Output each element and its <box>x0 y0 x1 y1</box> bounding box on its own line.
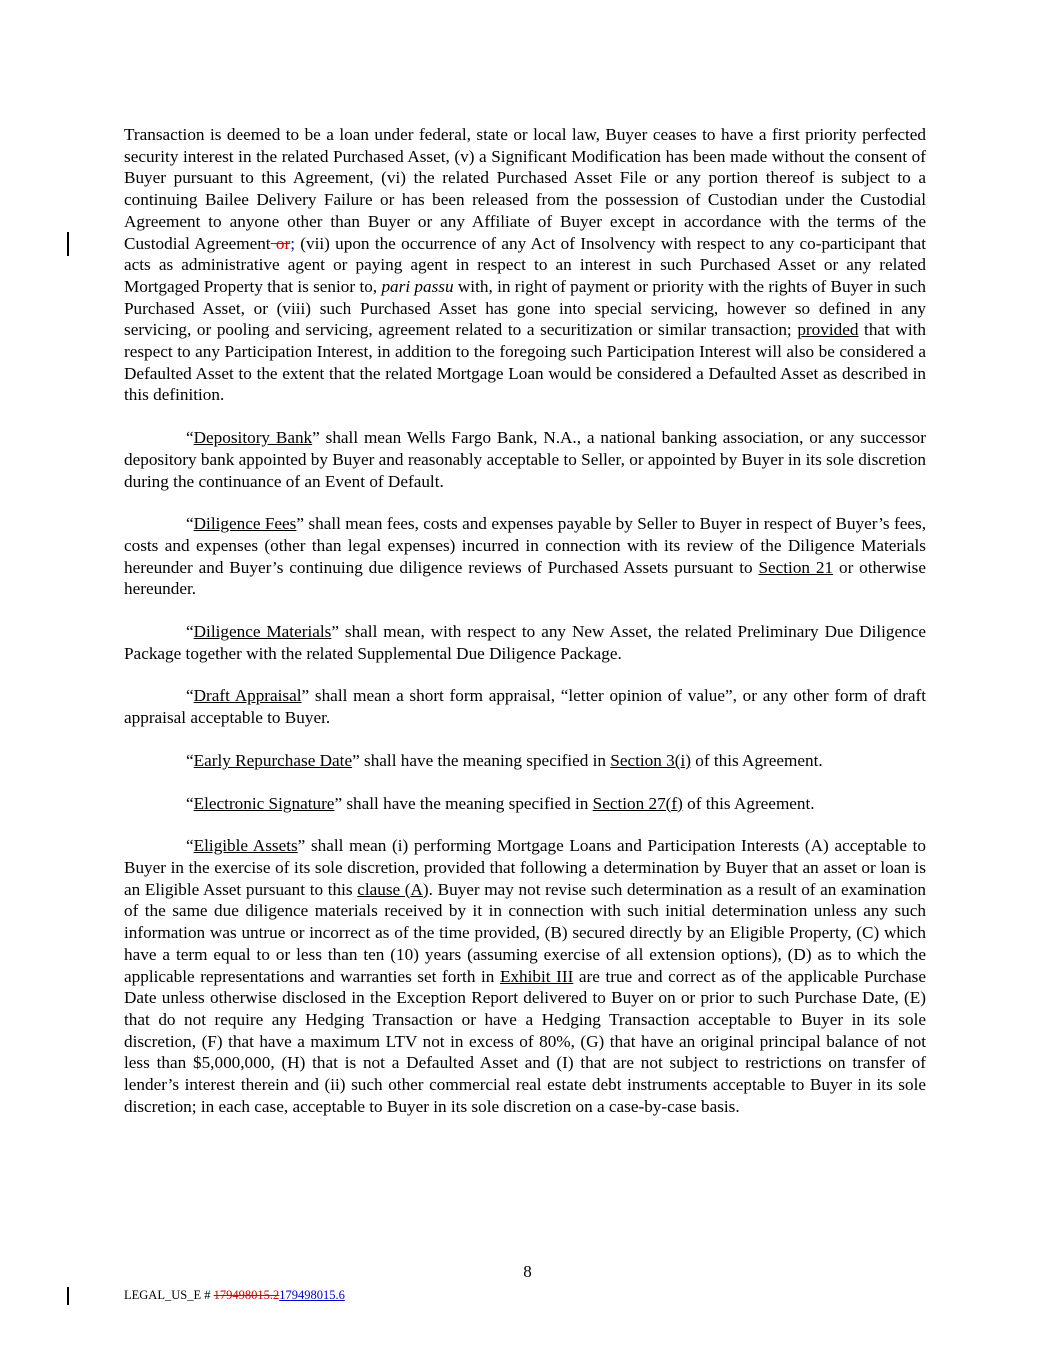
definition-electronic-signature: “Electronic Signature” shall have the meaning specified in Section 27(f) of this Agreement. <box>186 793 815 813</box>
defined-term: Electronic Signature <box>193 793 335 813</box>
definition-diligence-fees: “Diligence Fees” shall mean fees, costs and expenses payable by Seller to Buyer in respect of Buyer’s fees, costs and expenses (other than legal expenses) incurred in connection with its review of the Diligence Materials hereunder and Buyer’s continuing due diligence reviews of Purchased Assets pursuant to Section 21 or otherwise hereunder. <box>124 514 926 599</box>
definition-depository-bank: “Depository Bank” shall mean Wells Fargo Bank, N.A., a national banking association, or any successor depository bank appointed by Buyer and reasonably acceptable to Seller, or appointed by Buyer in its sole discretion during the continuance of an Event of Default. <box>124 428 926 491</box>
definition-diligence-materials: “Diligence Materials” shall mean, with respect to any New Asset, the related Preliminary Due Diligence Package together with the related Supplemental Due Diligence Package. <box>124 622 926 663</box>
footer-prefix: LEGAL_US_E # <box>124 1288 214 1302</box>
defined-term: Draft Appraisal <box>193 686 302 706</box>
definition-early-repurchase-date: “Early Repurchase Date” shall have the meaning specified in Section 3(i) of this Agreement. <box>186 750 823 770</box>
defined-term: Early Repurchase Date <box>193 750 353 770</box>
definition-draft-appraisal: “Draft Appraisal” shall mean a short form appraisal, “letter opinion of value”, or any other form of draft appraisal acceptable to Buyer. <box>124 686 926 728</box>
section-reference: Section 3(i) <box>610 750 691 770</box>
document-footer <box>124 1288 345 1303</box>
section-reference: Section 27(f) <box>592 793 683 813</box>
deleted-text: or <box>270 233 291 253</box>
defined-term: Eligible Assets <box>193 836 298 856</box>
section-reference: Section 21 <box>758 557 834 577</box>
document-page <box>124 124 926 1117</box>
footer-deleted-docnum: 179498015.2 <box>213 1288 280 1302</box>
clause-reference: clause (A) <box>357 879 429 899</box>
italic-term: pari passu <box>381 276 454 296</box>
revision-change-bar <box>67 232 69 256</box>
exhibit-reference: Exhibit III <box>499 966 574 986</box>
inserted-text: ; <box>290 233 295 253</box>
page-number: 8 <box>523 1262 532 1281</box>
footer-inserted-docnum: 179498015.6 <box>279 1288 345 1302</box>
revision-change-bar <box>67 1287 69 1305</box>
defined-term: Diligence Fees <box>193 514 297 534</box>
defined-term: Depository Bank <box>193 428 313 448</box>
defined-term-provided: provided <box>797 320 859 340</box>
definition-eligible-assets: “Eligible Assets” shall mean (i) performing Mortgage Loans and Participation Interests (A) acceptable to Buyer in the exercise of its sole discretion, provided that following a determination by Buyer that an asset or loan is an Eligible Asset pursuant to this clause (A). Buyer may not revise such determination as a result of an examination of the same due diligence materials received by it in connection with such initial determination unless any such information was untrue or incorrect as of the time provided, (B) secured directly by an Eligible Property, (C) which have a term equal to or less than ten (10) years (assuming exercise of all extension options), (D) as to which the applicable representations and warranties set forth in Exhibit III are true and correct as of the applicable Purchase Date unless otherwise disclosed in the Exception Report delivered to Buyer on or prior to such Purchase Date, (E) that do not require any Hedging Transaction or have a Hedging Transaction acceptable to Buyer in its sole discretion, (F) that have a maximum LTV not in excess of 80%, (G) that have an original principal balance of not less than $5,000,000, (H) that is not a Defaulted Asset and (I) that are not subject to restrictions on transfer of lender’s interest therein and (ii) such other commercial real estate debt instruments acceptable to Buyer in its sole discretion; in each case, acceptable to Buyer in its sole discretion on a case-by-case basis. <box>124 836 927 1116</box>
paragraph-defaulted-asset-continued: Transaction is deemed to be a loan under federal, state or local law, Buyer ceases to have a first priority perfected security interest in the related Purchased Asset, (v) a Significant Modification has been made without the consent of Buyer pursuant to this Agreement, (vi) the related Purchased Asset File or any portion thereof is subject to a continuing Bailee Delivery Failure or has been released from the possession of Custodian under the Custodial Agreement to anyone other than Buyer or any Affiliate of Buyer except in accordance with the terms of the Custodial Agreement or; (vii) upon the occurrence of any Act of Insolvency with respect to any co-participant that acts as administrative agent or paying agent in respect to an interest in such Purchased Asset or any related Mortgaged Property that is senior to, pari passu with, in right of payment or priority with the rights of Buyer in such Purchased Asset, or (viii) such Purchased Asset has gone into special servicing, however so defined in any servicing, or pooling and servicing, agreement related to a securitization or similar transaction; provided that with respect to any Participation Interest, in addition to the foregoing such Participation Interest will also be considered a Defaulted Asset to the extent that the related Mortgage Loan would be considered a Defaulted Asset as described in this definition. <box>124 125 927 405</box>
defined-term: Diligence Materials <box>193 622 332 642</box>
